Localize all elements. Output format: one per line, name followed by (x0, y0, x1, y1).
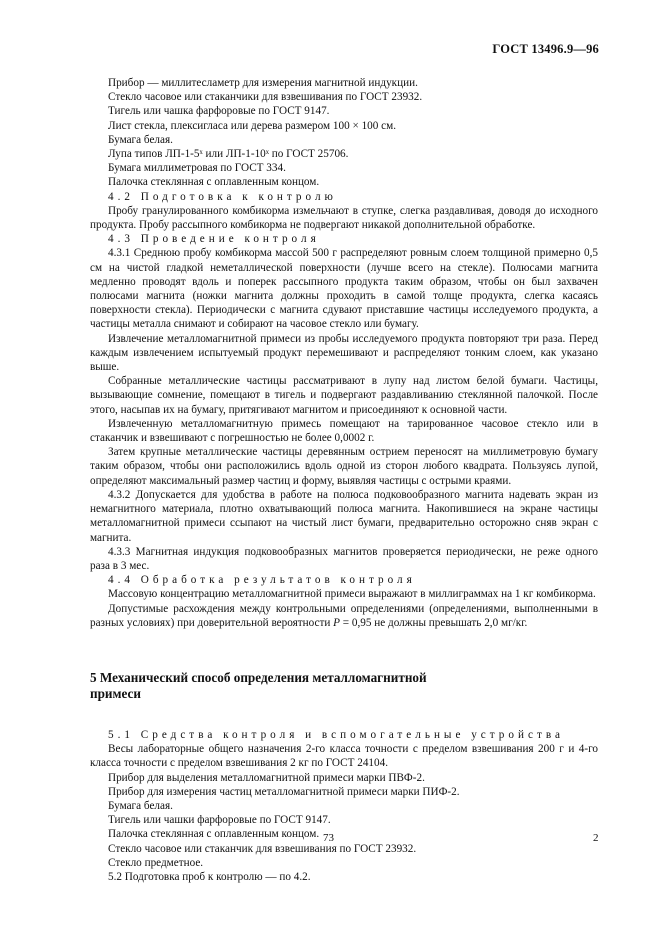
spacer (90, 630, 598, 670)
list-item: Тигель или чашка фарфоровые по ГОСТ 9147. (108, 105, 330, 118)
standard-header: ГОСТ 13496.9—96 (492, 42, 599, 56)
paragraph: 4.3.3 Магнитная индукция подковообразных магнитов проверяется периодически, не реже одного раза в 3 мес. (90, 545, 598, 572)
text-run-italic: P (333, 616, 340, 629)
list-item: Бумага белая. (108, 133, 173, 146)
text-run: = 0,95 не должны превышать 2,0 мг/кг. (340, 616, 528, 629)
list-item: Прибор для выделения металломагнитной примеси марки ПВФ-2. (108, 771, 425, 784)
page-number-center: 73 (323, 832, 334, 844)
list-item: Лупа типов ЛП-1-5ˣ или ЛП-1-10ˣ по ГОСТ 25706. (108, 148, 349, 161)
paragraph: Собранные металлические частицы рассматривают в лупу над листом белой бумаги. Частицы, вызывающие сомнение, помещают в тигель и подвергают раздавливанию стеклянной палочкой. После этого, насыпав их на бумагу, притягивают магнитом и присоединяют к основной части. (90, 375, 598, 416)
paragraph: Извлечение металломагнитной примеси из пробы исследуемого продукта повторяют три раза. Перед каждым извлечением испытуемый продукт перемешивают и распределяют тонким слоем, как указано выше. (90, 332, 598, 374)
section-heading-4-3: 4.3 Проведение контроля (108, 233, 320, 246)
paragraph: Затем крупные металлические частицы деревянным острием переносят на миллиметровую бумагу таким образом, чтобы они расположились вдоль одной из сторон любого квадрата. Пользуясь лупой, определяют максимальный размер частиц и форму, выявляя частицы с острыми краями. (90, 446, 598, 487)
document-body (90, 76, 598, 884)
list-item: Бумага миллиметровая по ГОСТ 334. (108, 162, 286, 175)
paragraph: Извлеченную металломагнитную примесь помещают на тарированное часовое стекло или в стаканчик и взвешивают с погрешностью не более 0,0002 г. (90, 417, 598, 445)
paragraph: Весы лабораторные общего назначения 2-го класса точности с пределом взвешивания 200 г и 4-го класса точности с пределом взвешивания 2 кг по ГОСТ 24104. (90, 743, 598, 770)
list-item: Стекло предметное. (108, 856, 204, 869)
section-heading-4-2: 4.2 Подготовка к контролю (108, 190, 337, 203)
text-run: Допустимые расхождения между контрольными определениями (определениями, выполненными в разных условиях) при доверительной вероятности (90, 602, 598, 629)
page-number-right: 2 (593, 832, 599, 844)
section-title-5: 5 Механический способ определения металломагнитной примеси (90, 669, 427, 701)
spacer (90, 702, 598, 728)
paragraph: Массовую концентрацию металломагнитной примеси выражают в миллиграммах на 1 кг комбикорма. (108, 588, 596, 601)
list-item: Лист стекла, плексигласа или дерева размером 100 × 100 см. (108, 119, 396, 132)
list-item: Бумага белая. (108, 799, 173, 812)
list-item: Стекло часовое или стаканчик для взвешивания по ГОСТ 23932. (108, 842, 417, 855)
paragraph: 4.3.2 Допускается для удобства в работе на полюса подковообразного магнита надевать экран из немагнитного материала, плотно охватывающий полюса магнита. Накопившиеся на экране частицы металломагнитной примеси ссыпают на чистый лист бумаги, предварительно осторожно сняв экран с магнита. (90, 488, 598, 544)
list-item: Палочка стеклянная с оплавленным концом. (108, 828, 320, 841)
section-heading-5-1: 5.1 Средства контроля и вспомогательные устройства (108, 728, 564, 741)
paragraph: 4.3.1 Среднюю пробу комбикорма массой 500 г распределяют ровным слоем толщиной примерно 0,5 см на чистой гладкой неметаллической поверхности (лучше всего на стекле). Полюсами магнита медленно проводят вдоль и поперек рассыпного продукта таким образом, чтобы он был захвачен полюсами магнита (ножки магнита должны проходить в самой толще продукта, слегка касаясь поверхности стекла). Периодически с магнита сдувают приставшие частицы исследуемого продукта, а частицы металла снимают и собирают на часовое стекло или бумагу. (90, 247, 598, 331)
list-item: Стекло часовое или стаканчики для взвешивания по ГОСТ 23932. (108, 91, 423, 104)
list-item: Прибор для измерения частиц металломагнитной примеси марки ПИФ-2. (108, 785, 460, 798)
section-heading-4-4: 4.4 Обработка результатов контроля (108, 574, 416, 587)
paragraph: 5.2 Подготовка проб к контролю — по 4.2. (108, 870, 311, 883)
list-item: Тигель или чашки фарфоровые по ГОСТ 9147. (108, 814, 331, 827)
list-item: Прибор — миллитесламетр для измерения магнитной индукции. (108, 77, 418, 89)
paragraph: Пробу гранулированного комбикорма измельчают в ступке, слегка раздавливая, доводя до исходного продукта. Пробу рассыпного комбикорма не подвергают никакой дополнительной обработке. (90, 204, 598, 232)
list-item: Палочка стеклянная с оплавленным концом. (108, 176, 320, 189)
paragraph (90, 602, 598, 630)
